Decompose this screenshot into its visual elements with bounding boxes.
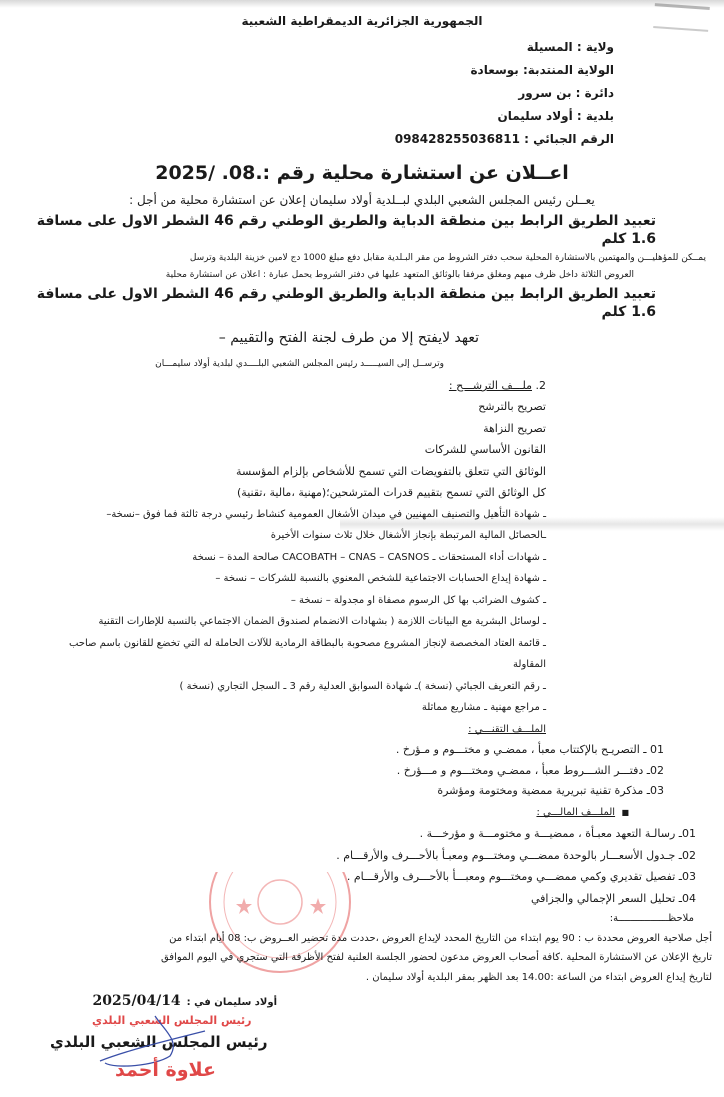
wilaya: ولاية : المسيلة <box>526 39 614 54</box>
list-item: ـ رقم التعريف الجبائي (نسخة )ـ شهادة السوابق العدلية رقم 3 ـ السجل التجاري (نسخة ) <box>179 680 546 692</box>
bullet-icon: ■ <box>621 807 629 817</box>
list-item: 03ـ تفصيل تقديري وكمي ممضـــي ومختـــوم ومعبـــأ بالأحـــرف والأرقـــام . <box>346 870 696 884</box>
send-to-line: وترســل إلى السيـــــد رئيس المجلس الشعبي البلــــدي لبلدية أولاد سليمـــان <box>155 359 444 370</box>
candidacy-heading-row <box>12 375 546 397</box>
republic-heading: الجمهورية الجزائرية الديمقراطية الشعبية <box>241 14 483 28</box>
list-item: 02ـ دفتـــر الشـــروط معبأ ، ممضـي ومختـــوم و مـــؤرخ . <box>396 763 664 777</box>
list-item: ـ مراجع مهنية ـ مشاريع مماثلة <box>421 702 546 714</box>
signature-block <box>12 993 712 1089</box>
announcement-title: اعــلان عن استشارة محلية رقم :.08. /2025 <box>155 161 569 184</box>
technical-heading: الملـــف التقنـــي : <box>468 723 546 735</box>
section-number: 2. <box>535 378 546 392</box>
list-item: 01ـ رسالـة التعهد معبـأة ، ممضيـــة و مختومـــة و مؤرخـــة . <box>419 827 696 841</box>
list-item: ـ كشوف الضرائب بها كل الرسوم مصفاة او مجدولة – نسخة – <box>290 594 546 606</box>
list-item: الوثائق التي تتعلق بالتفويضات التي تسمح للأشخاص بإلزام المؤسسة <box>236 464 546 478</box>
list-item: 02ـ جـدول الأسعـــار بالوحدة ممضـــي ومختـــوم ومعبـأ بالأحـــرف والأرقـــام . <box>336 848 696 862</box>
signature-date: 2025/04/14 <box>92 993 181 1010</box>
intro-text: يعــلن رئيس المجلس الشعبي البلدي لبــلدية أولاد سليمان إعلان عن استشارة محلية من أجل : <box>129 193 595 208</box>
conditions-line-1: يمــكن للمؤهليـــن والمهتمين بالاستشارة المحلية سحب دفتر الشروط من مقر البـلدية مقابل دفع مبلغ 1000 دج لامين خزينة البلدية وترسل <box>189 253 706 264</box>
header-info <box>12 36 712 151</box>
list-item: ـ شهادات أداء المستحقات ـ CACOBATH – CNAS – CASNOS صالحة المدة – نسخة <box>192 551 546 563</box>
notes-line: لتاريخ إيداع العروض ابتداء من الساعة :14.00 بعد الظهر بمقر البلدية أولاد سليمان . <box>365 971 712 983</box>
list-item: 03ـ مذكرة تقنية تبريرية ممضية ومختومة ومؤشرة <box>437 784 664 798</box>
list-item: تصريح النزاهة <box>483 421 546 435</box>
stamp-name: علاوة أحمد <box>115 1059 216 1082</box>
notes-line: تاريخ الإعلان عن الاستشارة المحلية .كافة أصحاب العروض مدعون لحضور الجلسة العلنية لفتح الأظرفة التي ستجري في اليوم الموافق <box>160 952 712 964</box>
candidacy-heading: ملـــف الترشـــح : <box>448 378 532 392</box>
financial-heading: الملـــف المالـــي : <box>536 806 616 818</box>
list-item: ـ شهادة التأهيل والتصنيف المهنيين في ميدان الأشغال العمومية كنشاط رئيسي درجة ثالثة فما فوق –نسخة– <box>106 508 546 520</box>
list-item: ـالحصائل المالية المرتبطة بإنجاز الأشغال خلال ثلاث سنوات الأخيرة <box>270 530 546 542</box>
delegated-wilaya: الولاية المنتدبة: بوسعادة <box>470 62 614 77</box>
conditions-line-2: العروض الثلاثة داخل ظرف مبهم ومغلق مرفقا بالوثائق المتعهد عليها في دفتر الشروط يحمل عبارة : اعلان عن استشارة محلية <box>165 269 634 280</box>
notes-heading: ملاحظـــــــــــــــــة: <box>609 913 694 925</box>
project-title: تعبيد الطريق الرابط بين منطقة الدباية والطريق الوطني رقم 46 الشطر الاول على مسافة 1.6 كلم <box>36 212 656 248</box>
project-title-repeat: تعبيد الطريق الرابط بين منطقة الدباية والطريق الوطني رقم 46 الشطر الاول على مسافة 1.6 كلم <box>36 285 656 320</box>
commitment-line: تعهد لايفتح إلا من طرف لجنة الفتح والتقييم – <box>218 330 479 346</box>
list-item: 01 ـ التصريـح بالإكتتاب معبأ ، ممضـي و مختـــوم و مـؤرخ . <box>395 743 664 757</box>
list-item: ـ لوسائل البشرية مع البيانات اللازمة ( بشهادات الانضمام لصندوق الضمان الاجتماعي بالنسبة للإطارات التقنية <box>98 616 546 628</box>
financial-section <box>12 802 712 910</box>
list-item: ـ قائمة العتاد المخصصة لإنجاز المشروع مصحوبة بالبطاقة الرمادية للآلات الحاملة له التي تخضع للقانون باسم صاحب <box>68 637 546 649</box>
tax-id: الرقم الجبائي : 098428255036811 <box>394 131 614 146</box>
place-date-label: أولاد سليمان في : <box>186 997 277 1009</box>
list-item: المقاولة <box>513 659 546 671</box>
signatory-title: رئيس المجلس الشعبي البلدي <box>50 1033 268 1052</box>
financial-heading-row <box>12 802 696 824</box>
stamp-title: رئيس المجلس الشعبي البلدي <box>92 1014 252 1028</box>
list-item: ـ شهادة إيداع الحسابات الاجتماعية للشخص المعنوي بالنسبة للشركات – نسخة – <box>215 573 546 585</box>
candidacy-section <box>12 375 712 741</box>
technical-section <box>12 740 712 802</box>
commune: بلدية : أولاد سليمان <box>497 108 614 123</box>
list-item: القانون الأساسي للشركات <box>424 443 546 457</box>
list-item: تصريح بالترشح <box>478 400 546 414</box>
list-item: 04ـ تحليل السعر الإجمالي والجزافي <box>531 891 696 905</box>
list-item: كل الوثائق التي تسمح بتقييم قدرات المترشحين؛(مهنية ،مالية ،تقنية) <box>237 486 546 500</box>
notes-section <box>12 909 712 987</box>
notes-line: أجل صلاحية العروض محددة ب : 90 يوم ابتداء من التاريخ المحدد لإيداع العروض ،حددت مدة تحضير العــروض ب: 08 أيام ابتداء من <box>169 932 712 944</box>
place-date-row <box>93 993 277 1009</box>
daira: دائرة : بن سرور <box>518 85 614 100</box>
document-header <box>12 14 712 151</box>
